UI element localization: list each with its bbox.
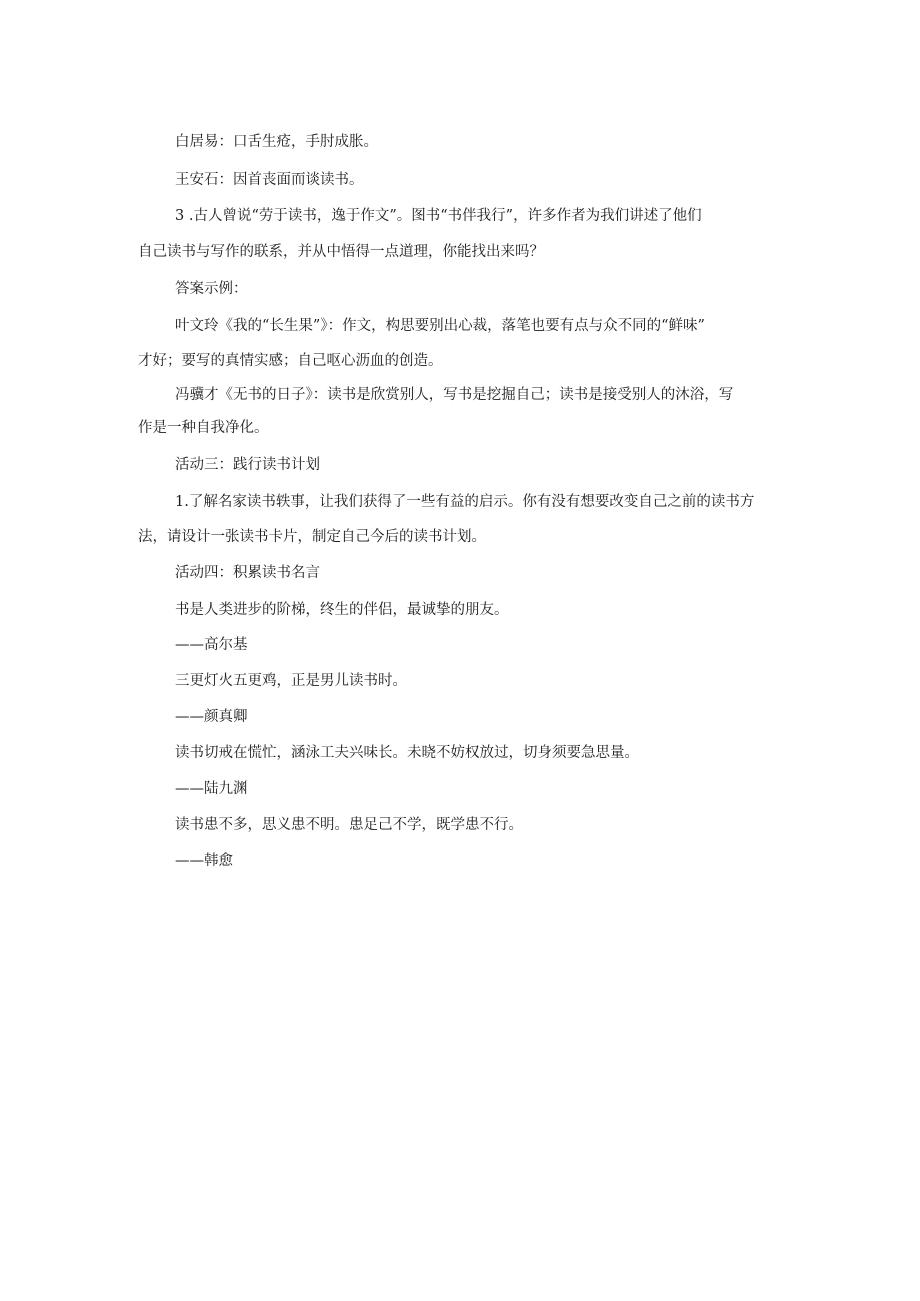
quote-1-author: ——高尔基	[175, 637, 248, 653]
quote-4-author: ——韩愈	[175, 853, 233, 869]
quote-3-author: ——陆九渊	[175, 781, 248, 797]
answer-1-line-2: 才好；要写的真情实感；自己呕心沥血的创造。	[138, 353, 443, 369]
activity-4-heading: 活动四：积累读书名言	[175, 565, 320, 581]
quote-2: 三更灯火五更鸡，正是男儿读书时。	[175, 673, 407, 689]
activity-3-line-1: 1.了解名家读书轶事，让我们获得了一些有益的启示。你有没有想要改变自己之前的读书方	[175, 494, 755, 510]
quote-3: 读书切戒在慌忙，涵泳工夫兴味长。未晓不妨权放过，切身须要急思量。	[175, 745, 639, 761]
answer-2-line-2: 作是一种自我净化。	[138, 420, 269, 436]
question-3-line-2: 自己读书与写作的联系，并从中悟得一点道理，你能找出来吗？	[138, 244, 544, 260]
quote-4: 读书患不多，思义患不明。患足己不学，既学患不行。	[175, 817, 523, 833]
quote-2-author: ——颜真卿	[175, 709, 248, 725]
paragraph-bai-juyi: 白居易：口舌生疮，手肘成胀。	[175, 134, 378, 150]
question-3-line-1: 3 .古人曾说“劳于读书，逸于作文”。图书“书伴我行”，许多作者为我们讲述了他们	[175, 208, 702, 224]
activity-3-heading: 活动三：践行读书计划	[175, 457, 320, 473]
activity-3-line-2: 法，请设计一张读书卡片，制定自己今后的读书计划。	[138, 529, 486, 545]
answer-1-line-1: 叶文玲《我的“长生果”》：作文，构思要别出心裁，落笔也要有点与众不同的“鲜味”	[175, 318, 705, 334]
answer-2-line-1: 冯骥才《无书的日子》：读书是欣赏别人，写书是挖掘自己；读书是接受别人的沐浴，写	[175, 387, 734, 403]
answer-example-label: 答案示例：	[175, 281, 248, 297]
paragraph-wang-anshi: 王安石：因首丧面而谈读书。	[175, 172, 364, 188]
quote-1: 书是人类进步的阶梯，终生的伴侣，最诚挚的朋友。	[175, 602, 509, 618]
